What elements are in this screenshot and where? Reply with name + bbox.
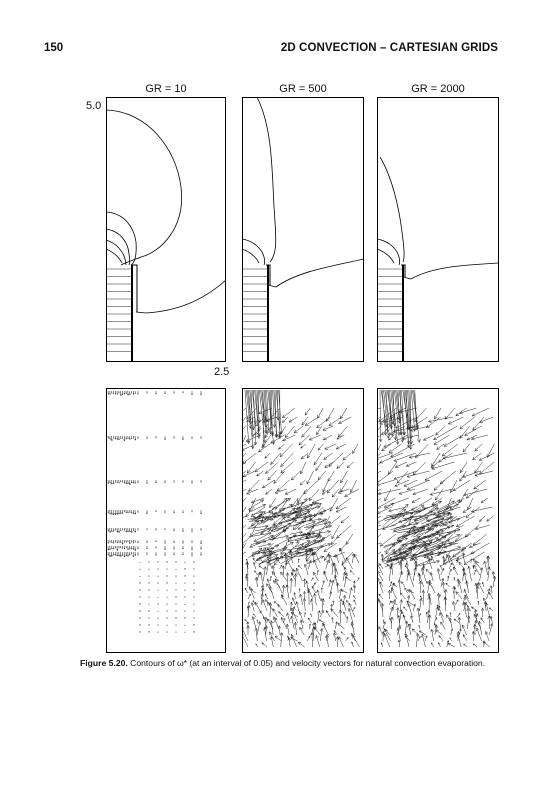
caption-label: Figure 5.20. (80, 658, 128, 668)
vector-panel-gr10 (106, 388, 226, 653)
contour-panel-gr2000 (377, 97, 499, 362)
hatch-lines (106, 269, 132, 352)
hatch-lines (377, 269, 403, 352)
hatch-lines (242, 269, 268, 352)
x-axis-tick-right: 2.5 (214, 366, 230, 378)
panel-title-gr500: GR = 500 (279, 83, 327, 95)
caption-text: Contours of ω* (at an interval of 0.05) and velocity vectors for natural convection evaporation. (130, 658, 486, 668)
contour-panel-gr500 (242, 97, 364, 362)
velocity-vectors (108, 391, 202, 633)
figure-caption (80, 657, 500, 669)
vector-panel-gr500 (242, 388, 364, 653)
panel-title-gr2000: GR = 2000 (411, 83, 465, 95)
panel-title-gr10: GR = 10 (145, 83, 187, 95)
running-title: 2D CONVECTION – CARTESIAN GRIDS (280, 42, 498, 54)
vector-panel-gr2000 (377, 388, 499, 653)
velocity-vectors (242, 390, 359, 647)
velocity-vectors (377, 390, 496, 647)
page-number: 150 (44, 42, 64, 54)
y-axis-tick-top: 5.0 (86, 100, 102, 112)
contour-panel-gr10 (106, 97, 226, 362)
